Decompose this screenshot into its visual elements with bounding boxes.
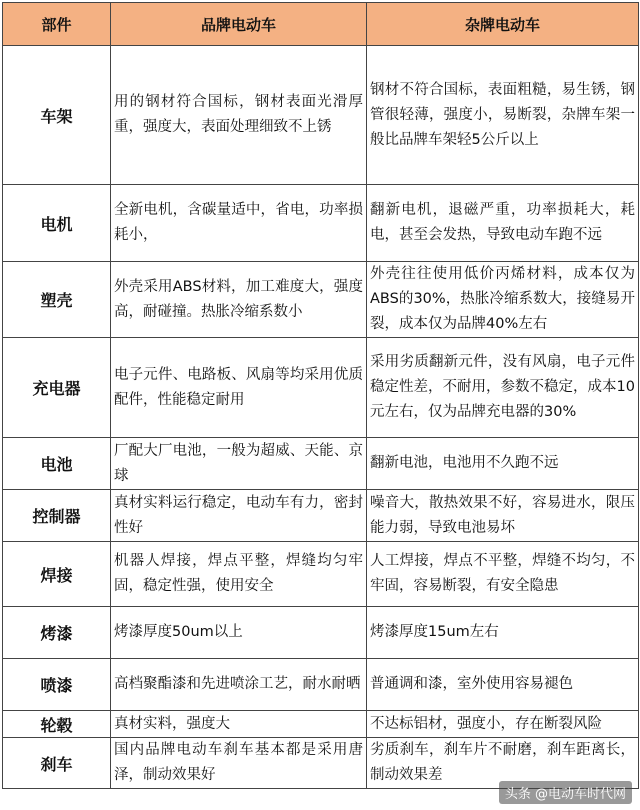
brand-cell: 国内品牌电动车刹车基本都是采用唐泽，制动效果好 <box>111 738 367 789</box>
generic-cell: 不达标铝材，强度小，存在断裂风险 <box>367 711 639 738</box>
table-row <box>3 542 639 607</box>
part-cell: 刹车 <box>3 738 111 789</box>
generic-cell: 外壳往往使用低价丙烯材料，成本仅为ABS的30%，热胀冷缩系数大，接缝易开裂，成本仅为品牌40%左右 <box>367 262 639 338</box>
part-cell: 控制器 <box>3 490 111 542</box>
header-part: 部件 <box>3 3 111 46</box>
brand-cell: 真材实料运行稳定，电动车有力，密封性好 <box>111 490 367 542</box>
brand-cell: 全新电机，含碳量适中，省电，功率损耗小， <box>111 185 367 262</box>
generic-cell: 普通调和漆，室外使用容易褪色 <box>367 659 639 711</box>
part-cell: 电机 <box>3 185 111 262</box>
part-cell: 塑壳 <box>3 262 111 338</box>
table-row <box>3 262 639 338</box>
table-row <box>3 438 639 490</box>
header-row <box>3 3 639 46</box>
table-row <box>3 490 639 542</box>
part-cell: 焊接 <box>3 542 111 607</box>
table-row <box>3 338 639 438</box>
table-row <box>3 711 639 738</box>
part-cell: 喷漆 <box>3 659 111 711</box>
header-brand: 品牌电动车 <box>111 3 367 46</box>
generic-cell: 烤漆厚度15um左右 <box>367 607 639 659</box>
part-cell: 烤漆 <box>3 607 111 659</box>
generic-cell: 翻新电机，退磁严重，功率损耗大，耗电，甚至会发热，导致电动车跑不远 <box>367 185 639 262</box>
table-row <box>3 607 639 659</box>
comparison-table <box>2 2 639 789</box>
brand-cell: 机器人焊接，焊点平整，焊缝均匀牢固，稳定性强，使用安全 <box>111 542 367 607</box>
table-row <box>3 46 639 185</box>
part-cell: 轮毂 <box>3 711 111 738</box>
brand-cell: 电子元件、电路板、风扇等均采用优质配件，性能稳定耐用 <box>111 338 367 438</box>
header-generic: 杂牌电动车 <box>367 3 639 46</box>
source-watermark: 头条 @电动车时代网 <box>499 781 632 804</box>
brand-cell: 用的钢材符合国标，钢材表面光滑厚重，强度大，表面处理细致不上锈 <box>111 46 367 185</box>
brand-cell: 高档聚酯漆和先进喷涂工艺，耐水耐晒 <box>111 659 367 711</box>
brand-cell: 厂配大厂电池，一般为超威、天能、京球 <box>111 438 367 490</box>
brand-cell: 外壳采用ABS材料，加工难度大，强度高，耐碰撞。热胀冷缩系数小 <box>111 262 367 338</box>
generic-cell: 人工焊接，焊点不平整，焊缝不均匀，不牢固，容易断裂，有安全隐患 <box>367 542 639 607</box>
table-row <box>3 185 639 262</box>
generic-cell: 钢材不符合国标，表面粗糙，易生锈，钢管很轻薄，强度小，易断裂，杂牌车架一般比品牌车架轻5公斤以上 <box>367 46 639 185</box>
part-cell: 车架 <box>3 46 111 185</box>
part-cell: 充电器 <box>3 338 111 438</box>
table-row <box>3 659 639 711</box>
generic-cell: 采用劣质翻新元件，没有风扇，电子元件稳定性差，不耐用，参数不稳定，成本10元左右，仅为品牌充电器的30% <box>367 338 639 438</box>
generic-cell: 劣质刹车，刹车片不耐磨，刹车距离长，制动效果差 <box>367 738 639 789</box>
brand-cell: 真材实料，强度大 <box>111 711 367 738</box>
generic-cell: 翻新电池，电池用不久跑不远 <box>367 438 639 490</box>
part-cell: 电池 <box>3 438 111 490</box>
brand-cell: 烤漆厚度50um以上 <box>111 607 367 659</box>
generic-cell: 噪音大，散热效果不好，容易进水，限压能力弱，导致电池易坏 <box>367 490 639 542</box>
